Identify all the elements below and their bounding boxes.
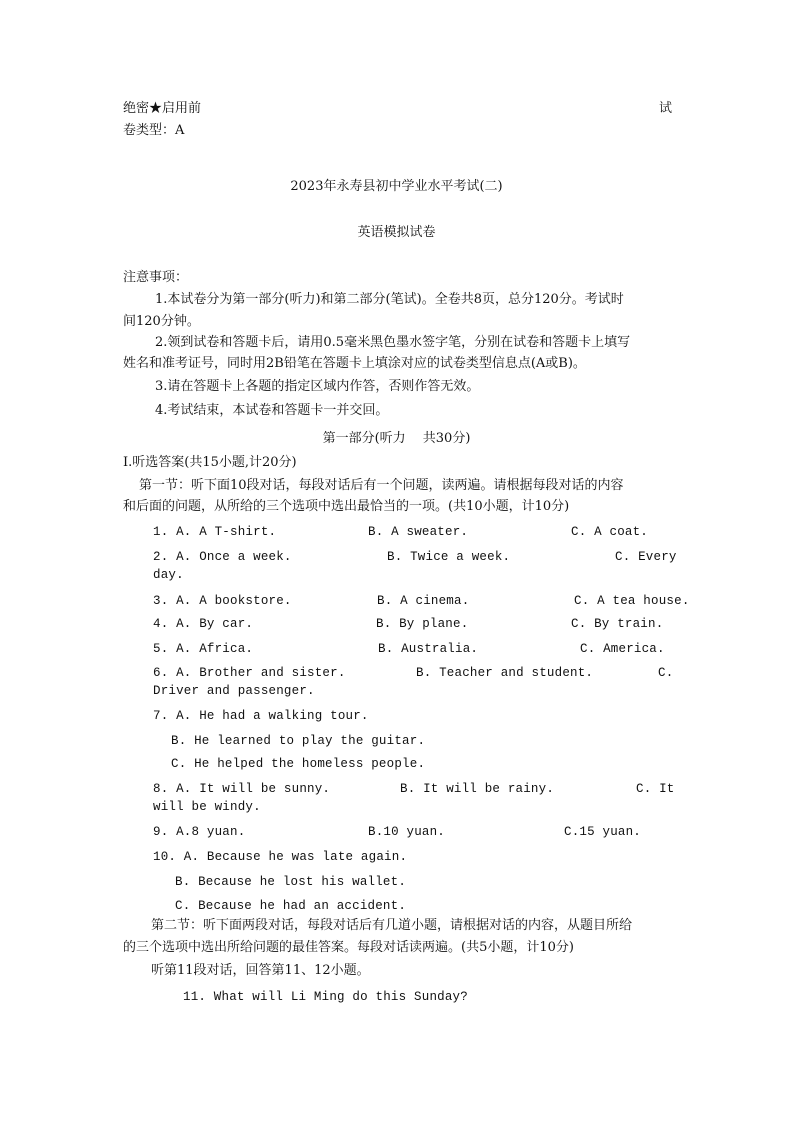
secret-mark: 绝密★启用前 bbox=[123, 101, 202, 116]
q6-option-b: B. Teacher and student. bbox=[416, 666, 594, 680]
q2-option-c-cont: day. bbox=[153, 568, 184, 582]
q1-option-b: B. A sweater. bbox=[368, 525, 469, 539]
q8-option-c: C. It bbox=[636, 782, 675, 796]
note-2-cont: 姓名和准考证号，同时用2B铅笔在答题卡上填涂对应的试卷类型信息点(A或B)。 bbox=[123, 356, 586, 371]
exam-subtitle: 英语模拟试卷 bbox=[357, 225, 436, 240]
section2-instructions: 第二节：听下面两段对话，每段对话后有几道小题，请根据对话的内容，从题目所给 bbox=[151, 918, 633, 933]
note-4: 4.考试结束，本试卷和答题卡一并交回。 bbox=[155, 403, 389, 418]
q1-option-a: 1. A. A T-shirt. bbox=[153, 525, 277, 539]
q10-option-a: 10. A. Because he was late again. bbox=[153, 850, 408, 864]
q2-option-c: C. Every bbox=[615, 550, 677, 564]
corner-mark: 试 bbox=[659, 101, 673, 116]
q7-option-c: C. He helped the homeless people. bbox=[171, 757, 426, 771]
note-1: 1.本试卷分为第一部分(听力)和第二部分(笔试)。全卷共8页，总分120分。考试时 bbox=[155, 292, 624, 307]
q8-option-a: 8. A. It will be sunny. bbox=[153, 782, 331, 796]
q10-option-c: C. Because he had an accident. bbox=[175, 899, 407, 913]
q10-option-b: B. Because he lost his wallet. bbox=[175, 875, 407, 889]
q1-option-c: C. A coat. bbox=[571, 525, 649, 539]
q4-option-a: 4. A. By car. bbox=[153, 617, 254, 631]
q4-option-b: B. By plane. bbox=[376, 617, 469, 631]
q7-option-b: B. He learned to play the guitar. bbox=[171, 734, 426, 748]
q3-option-b: B. A cinema. bbox=[377, 594, 470, 608]
note-1-cont: 间120分钟。 bbox=[123, 314, 200, 329]
q5-option-a: 5. A. Africa. bbox=[153, 642, 254, 656]
q2-option-b: B. Twice a week. bbox=[387, 550, 511, 564]
q3-option-c: C. A tea house. bbox=[574, 594, 690, 608]
notes-heading: 注意事项： bbox=[123, 270, 189, 285]
q7-option-a: 7. A. He had a walking tour. bbox=[153, 709, 369, 723]
q2-option-a: 2. A. Once a week. bbox=[153, 550, 292, 564]
q6-option-c: C. bbox=[658, 666, 674, 680]
q3-option-a: 3. A. A bookstore. bbox=[153, 594, 292, 608]
note-3: 3.请在答题卡上各题的指定区域内作答，否则作答无效。 bbox=[155, 379, 480, 394]
dialogue-11-heading: 听第11段对话，回答第11、12小题。 bbox=[151, 963, 370, 978]
section2-instructions-cont: 的三个选项中选出所给问题的最佳答案。每段对话读两遍。(共5小题，计10分) bbox=[123, 940, 574, 955]
q9-option-c: C.15 yuan. bbox=[564, 825, 642, 839]
q8-option-c-cont: will be windy. bbox=[153, 800, 261, 814]
part1-heading: 第一部分(听力 共30分) bbox=[322, 431, 471, 446]
exam-title: 2023年永寿县初中学业水平考试(二) bbox=[290, 179, 503, 194]
q4-option-c: C. By train. bbox=[571, 617, 664, 631]
q6-option-c-cont: Driver and passenger. bbox=[153, 684, 315, 698]
q5-option-c: C. America. bbox=[580, 642, 665, 656]
paper-type: 卷类型：A bbox=[123, 123, 185, 138]
section1-instructions: 第一节：听下面10段对话，每段对话后有一个问题，读两遍。请根据每段对话的内容 bbox=[139, 478, 624, 493]
q6-option-a: 6. A. Brother and sister. bbox=[153, 666, 346, 680]
q5-option-b: B. Australia. bbox=[378, 642, 479, 656]
section1-instructions-cont: 和后面的问题，从所给的三个选项中选出最恰当的一项。(共10小题，计10分) bbox=[123, 499, 570, 514]
q9-option-b: B.10 yuan. bbox=[368, 825, 446, 839]
note-2: 2.领到试卷和答题卡后，请用0.5毫米黑色墨水签字笔，分别在试卷和答题卡上填写 bbox=[155, 335, 631, 350]
q9-option-a: 9. A.8 yuan. bbox=[153, 825, 246, 839]
section-title: Ⅰ.听选答案(共15小题,计20分) bbox=[123, 455, 297, 470]
q11-question: 11. What will Li Ming do this Sunday? bbox=[183, 990, 468, 1004]
q8-option-b: B. It will be rainy. bbox=[400, 782, 555, 796]
